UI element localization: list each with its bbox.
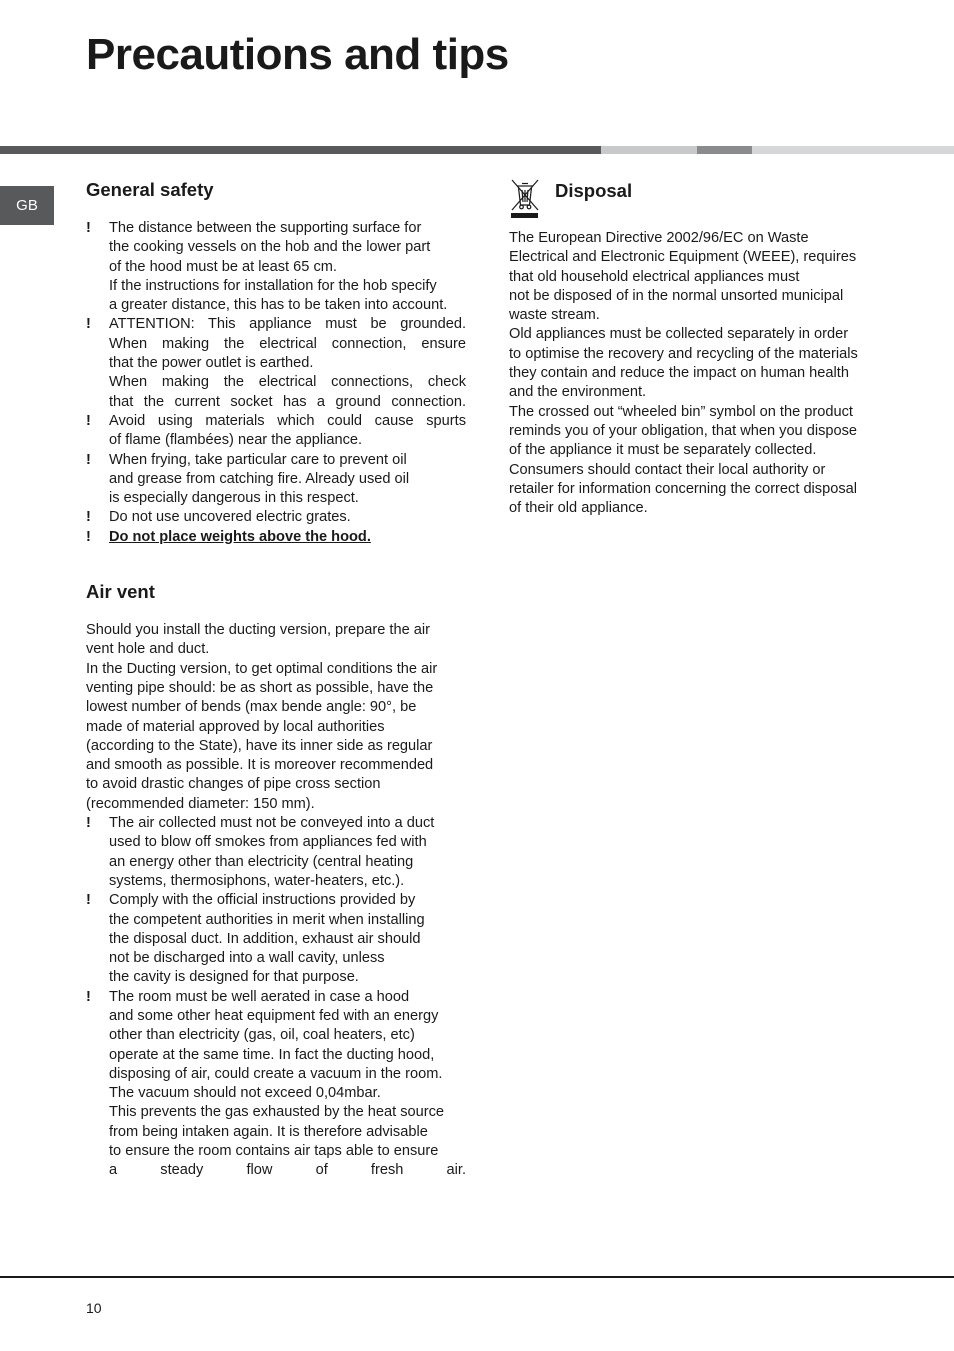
intro-line: venting pipe should: be as short as possible, have the <box>86 679 434 696</box>
page-title: Precautions and tips <box>86 30 509 79</box>
note-line: disposing of air, could create a vacuum in the room. <box>109 1065 443 1082</box>
header-rule-pale <box>752 146 954 154</box>
intro-line: to avoid drastic changes of pipe cross section <box>86 776 381 793</box>
note-line: the cavity is designed for that purpose. <box>109 969 359 986</box>
air-vent-note <box>86 814 466 891</box>
disposal-line: Consumers should contact their local authority or <box>509 461 826 478</box>
header-rule-dark <box>0 146 601 154</box>
exclamation-icon: ! <box>86 988 91 1005</box>
language-tab: GB <box>0 186 54 225</box>
intro-line: and smooth as possible. It is moreover recommended <box>86 757 434 774</box>
note-line: If the instructions for installation for the hob specify <box>109 277 437 294</box>
note-line: not be discharged into a wall cavity, unless <box>109 950 385 967</box>
crossed-out-wheeled-bin-icon <box>509 178 541 220</box>
left-column <box>86 178 466 1181</box>
safety-note <box>86 219 466 315</box>
note-line: and some other heat equipment fed with an energy <box>109 1007 439 1024</box>
right-column <box>509 178 889 518</box>
page-number: 10 <box>86 1300 102 1316</box>
exclamation-icon: ! <box>86 316 91 333</box>
note-line: The distance between the supporting surface for <box>109 220 422 236</box>
intro-line: vent hole and duct. <box>86 641 210 658</box>
note-line: When making the electrical connections, check <box>109 374 466 391</box>
exclamation-icon: ! <box>86 815 91 832</box>
note-line: the cooking vessels on the hob and the lower part <box>109 239 431 256</box>
note-line: The air collected must not be conveyed into a duct <box>109 815 435 832</box>
note-line: ATTENTION: This appliance must be grounded. <box>109 316 466 333</box>
intro-line: made of material approved by local authorities <box>86 718 385 735</box>
air-vent-intro <box>86 621 466 814</box>
intro-line: In the Ducting version, to get optimal conditions the air <box>86 660 438 677</box>
disposal-line: retailer for information concerning the correct disposal <box>509 480 857 497</box>
disposal-line: The crossed out “wheeled bin” symbol on the product <box>509 403 853 420</box>
note-line: the competent authorities in merit when installing <box>109 911 425 928</box>
note-line: and grease from catching fire. Already used oil <box>109 470 410 487</box>
disposal-line: to optimise the recovery and recycling of the materials <box>509 345 858 362</box>
note-line: used to blow off smokes from appliances fed with <box>109 834 427 851</box>
air-vent-note <box>86 988 466 1181</box>
note-line: from being intaken again. It is therefore advisable <box>109 1123 428 1140</box>
disposal-line: and the environment. <box>509 384 647 401</box>
note-line: the disposal duct. In addition, exhaust air should <box>109 930 421 947</box>
intro-line: (according to the State), have its inner side as regular <box>86 737 433 754</box>
general-safety-list <box>86 219 466 547</box>
note-line: of the hood must be at least 65 cm. <box>109 258 337 275</box>
disposal-line: not be disposed of in the normal unsorted municipal <box>509 287 844 304</box>
disposal-line: of the appliance it must be separately collected. <box>509 442 817 459</box>
safety-note <box>86 451 466 509</box>
header-rule-light <box>601 146 697 154</box>
note-line: Do not use uncovered electric grates. <box>109 509 351 526</box>
exclamation-icon: ! <box>86 451 91 468</box>
disposal-text <box>509 229 889 518</box>
note-line: of flame (flambées) near the appliance. <box>109 432 363 449</box>
safety-note <box>86 508 466 527</box>
general-safety-section <box>86 178 466 547</box>
note-line: an energy other than electricity (central heating <box>109 853 414 870</box>
exclamation-icon: ! <box>86 528 91 545</box>
disposal-line: that old household electrical appliances must <box>509 268 800 285</box>
note-line: is especially dangerous in this respect. <box>109 490 359 507</box>
note-line: When making the electrical connection, ensure <box>109 335 466 352</box>
disposal-line: of their old appliance. <box>509 500 648 517</box>
disposal-line: reminds you of your obligation, that when you dispose <box>509 422 858 439</box>
air-vent-section <box>86 580 466 1181</box>
note-line: other than electricity (gas, oil, coal heaters, etc) <box>109 1027 415 1044</box>
note-line: that the power outlet is earthed. <box>109 355 314 372</box>
note-line: operate at the same time. In fact the ducting hood, <box>109 1046 435 1063</box>
header-rule-mid <box>697 146 752 154</box>
disposal-line: The European Directive 2002/96/EC on Waste <box>509 230 809 246</box>
no-weights-warning: Do not place weights above the hood. <box>109 528 371 545</box>
intro-line: lowest number of bends (max bende angle: 90°, be <box>86 699 417 716</box>
safety-note <box>86 412 466 451</box>
disposal-heading: Disposal <box>555 180 633 201</box>
note-line: Avoid using materials which could cause spurts <box>109 412 466 429</box>
air-vent-heading: Air vent <box>86 581 155 603</box>
note-line: a steady flow of fresh air. <box>109 1162 466 1179</box>
note-line: The vacuum should not exceed 0,04mbar. <box>109 1085 381 1102</box>
exclamation-icon: ! <box>86 412 91 429</box>
general-safety-heading: General safety <box>86 179 214 200</box>
note-line: This prevents the gas exhausted by the heat source <box>109 1104 445 1121</box>
footer-rule <box>0 1276 954 1278</box>
note-line: Comply with the official instructions provided by <box>109 892 416 909</box>
disposal-line: Electrical and Electronic Equipment (WEEE), requires <box>509 249 857 266</box>
note-line: When frying, take particular care to prevent oil <box>109 451 407 468</box>
disposal-line: Old appliances must be collected separately in order <box>509 326 849 343</box>
note-line: The room must be well aerated in case a hood <box>109 988 410 1005</box>
disposal-line: waste stream. <box>509 307 600 324</box>
note-line: a greater distance, this has to be taken into account. <box>109 297 448 314</box>
exclamation-icon: ! <box>86 892 91 909</box>
air-vent-note <box>86 891 466 987</box>
safety-note <box>86 315 466 411</box>
exclamation-icon: ! <box>86 509 91 526</box>
disposal-line: they contain and reduce the impact on human health <box>509 365 849 382</box>
note-line: to ensure the room contains air taps able to ensure <box>109 1143 439 1160</box>
note-line: that the current socket has a ground connection. <box>109 393 466 410</box>
safety-note <box>86 528 466 547</box>
disposal-header <box>509 178 889 220</box>
note-line: systems, thermosiphons, water-heaters, etc.). <box>109 872 405 889</box>
intro-line: Should you install the ducting version, prepare the air <box>86 622 430 639</box>
exclamation-icon: ! <box>86 220 91 236</box>
intro-line: (recommended diameter: 150 mm). <box>86 795 315 812</box>
